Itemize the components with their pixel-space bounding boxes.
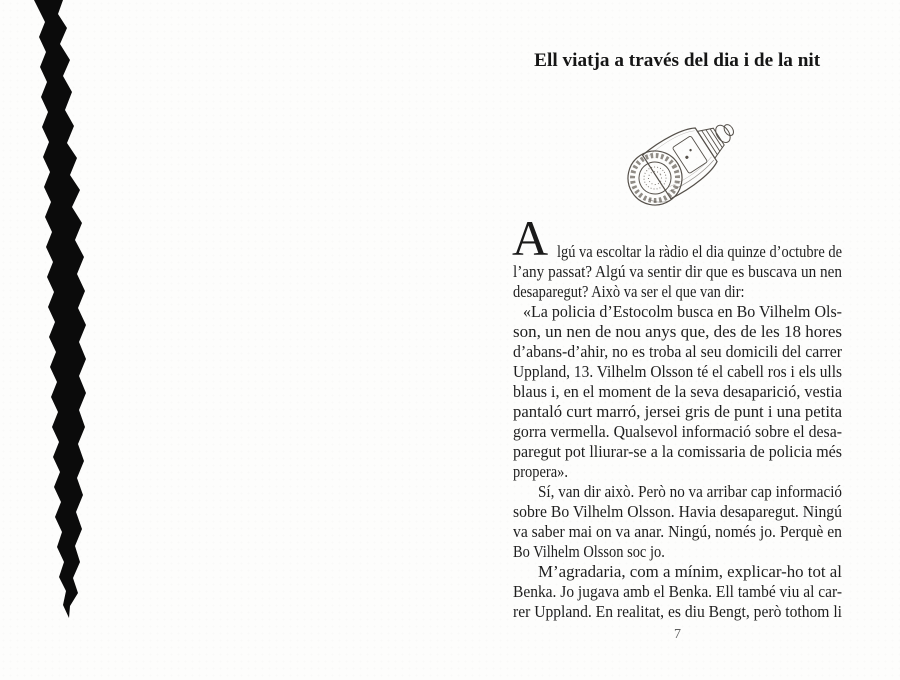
text-line: desaparegut? Això va ser el que van dir: bbox=[513, 282, 745, 301]
text-line: son, un nen de nou anys que, des de les 18 hores bbox=[513, 322, 843, 341]
drop-cap: A bbox=[512, 210, 549, 266]
scan-edge-artifact bbox=[0, 0, 120, 680]
text-line: pantaló curt marró, jersei gris de punt i una petita bbox=[513, 402, 843, 421]
text-line: Bo Vilhelm Olsson soc jo. bbox=[513, 542, 665, 561]
text-line: rer Uppland. En realitat, es diu Bengt, però tothom li bbox=[513, 602, 842, 621]
text-line: blaus i, en el moment de la seva desaparició, vestia bbox=[513, 382, 842, 401]
text-line: l’any passat? Algú va sentir dir que es buscava un nen bbox=[513, 262, 842, 281]
body-text bbox=[513, 242, 842, 622]
text-line: d’abans-d’ahir, no es troba al seu domicili del carrer bbox=[513, 342, 843, 361]
chapter-title bbox=[513, 50, 842, 74]
text-line: «La policia d’Estocolm busca en Bo Vilhelm Ols- bbox=[523, 302, 843, 321]
page-number: 7 bbox=[674, 627, 681, 642]
chapter-title-text: Ell viatja a través del dia i de la nit bbox=[534, 50, 821, 71]
text-line: sobre Bo Vilhelm Olsson. Havia desaparegut. Ningú bbox=[513, 502, 843, 521]
text-line: propera». bbox=[513, 462, 568, 481]
text-line: M’agradaria, com a mínim, explicar-ho tot al bbox=[538, 562, 842, 581]
text-line: lgú va escoltar la ràdio el dia quinze d’octubre de bbox=[557, 242, 842, 261]
text-line: va saber mai on va anar. Ningú, només jo. Perquè en bbox=[513, 522, 842, 541]
flashlight-illustration bbox=[610, 100, 762, 214]
text-line: paregut pot lliurar-se a la comissaria de policia més bbox=[513, 442, 842, 461]
text-line: Benka. Jo jugava amb el Benka. Ell també viu al car- bbox=[513, 582, 843, 601]
text-line: gorra vermella. Qualsevol informació sobre el desa- bbox=[513, 422, 842, 441]
text-line: Sí, van dir això. Però no va arribar cap informació bbox=[538, 482, 843, 501]
text-line: Uppland, 13. Vilhelm Olsson té el cabell ros i els ulls bbox=[513, 362, 843, 381]
